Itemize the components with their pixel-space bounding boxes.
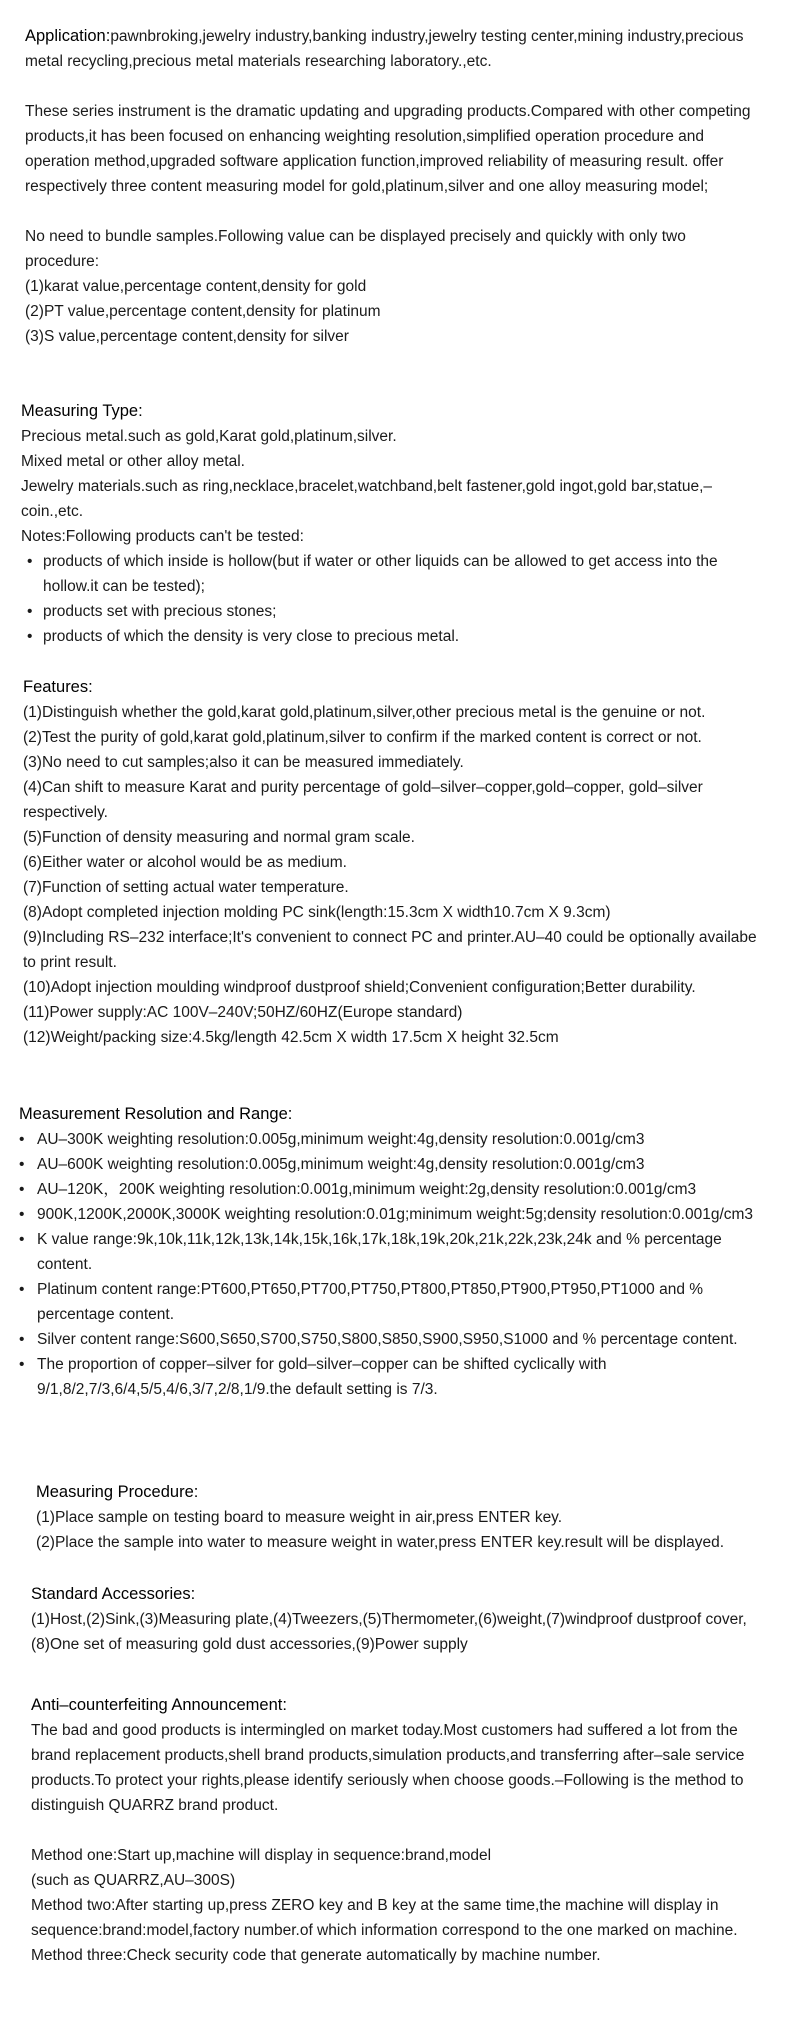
measuring-type-section bbox=[21, 399, 756, 649]
note-item: • products of which inside is hollow(but if water or other liquids can be allowed to get access into the hollow.it can be tested); bbox=[21, 549, 756, 599]
bundle-line: No need to bundle samples.Following value can be displayed precisely and quickly with only two procedure: bbox=[25, 228, 686, 270]
value-item: (2)PT value,percentage content,density for platinum bbox=[25, 303, 381, 320]
resolution-item: • Silver content range:S600,S650,S700,S750,S800,S850,S900,S950,S1000 and % percentage content. bbox=[19, 1327, 759, 1352]
note-item: • products of which the density is very close to precious metal. bbox=[21, 624, 756, 649]
feature-item: (2)Test the purity of gold,karat gold,platinum,silver to confirm if the marked content is correct or not. bbox=[23, 729, 702, 746]
value-item: (1)karat value,percentage content,density for gold bbox=[25, 278, 367, 295]
anti-heading: Anti–counterfeiting Announcement: bbox=[31, 1696, 287, 1714]
feature-item: (10)Adopt injection moulding windproof dustproof shield;Convenient configuration;Better durability. bbox=[23, 979, 696, 996]
features-section bbox=[23, 675, 758, 1050]
method-one-example: (such as QUARRZ,AU–300S) bbox=[31, 1872, 236, 1889]
resolution-item: • The proportion of copper–silver for gold–silver–copper can be shifted cyclically with 9/1,8/2,7/3,6/4,5/5,4/6,3/7,2/8,1/9.the default setting is 7/3. bbox=[19, 1352, 759, 1402]
resolution-section bbox=[19, 1102, 759, 1402]
anti-counterfeiting-section bbox=[31, 1693, 761, 1968]
method-two: Method two:After starting up,press ZERO key and B key at the same time,the machine will display in sequence:brand:model,factory number.of which information correspond to the one marked on machine. bbox=[31, 1897, 738, 1939]
resolution-heading: Measurement Resolution and Range: bbox=[19, 1105, 293, 1123]
feature-item: (9)Including RS–232 interface;It's convenient to connect PC and printer.AU–40 could be optionally availabe to print result. bbox=[23, 929, 757, 971]
feature-item: (7)Function of setting actual water temperature. bbox=[23, 879, 349, 896]
feature-item: (8)Adopt completed injection molding PC sink(length:15.3cm X width10.7cm X 9.3cm) bbox=[23, 904, 611, 921]
intro-paragraph: These series instrument is the dramatic updating and upgrading products.Compared with other competing products,it has been focused on enhancing weighting resolution,simplified operation procedure and operation method,upgraded software application function,improved reliability of measuring result. offer respectively three content measuring model for gold,platinum,silver and one alloy measuring model; bbox=[25, 103, 751, 195]
procedure-heading: Measuring Procedure: bbox=[36, 1483, 199, 1501]
anti-paragraph: The bad and good products is intermingled on market today.Most customers had suffered a lot from the brand replacement products,shell brand products,simulation products,and transferring after–sale service products.To protect your rights,please identify seriously when choose goods.–Following is the method to distinguish QUARRZ brand product. bbox=[31, 1722, 745, 1814]
feature-item: (12)Weight/packing size:4.5kg/length 42.5cm X width 17.5cm X height 32.5cm bbox=[23, 1029, 559, 1046]
procedure-step: (2)Place the sample into water to measure weight in water,press ENTER key.result will be displayed. bbox=[36, 1534, 725, 1551]
application-text: pawnbroking,jewelry industry,banking industry,jewelry testing center,mining industry,precious metal recycling,precious metal materials researching laboratory.,etc. bbox=[25, 28, 744, 70]
feature-item: (1)Distinguish whether the gold,karat gold,platinum,silver,other precious metal is the genuine or not. bbox=[23, 704, 706, 721]
feature-item: (6)Either water or alcohol would be as medium. bbox=[23, 854, 347, 871]
feature-item: (4)Can shift to measure Karat and purity percentage of gold–silver–copper,gold–copper, gold–silver respectively. bbox=[23, 779, 703, 821]
measuring-type-line: Notes:Following products can't be tested: bbox=[21, 528, 304, 545]
measuring-type-line: Precious metal.such as gold,Karat gold,platinum,silver. bbox=[21, 428, 397, 445]
measuring-type-line: Jewelry materials.such as ring,necklace,bracelet,watchband,belt fastener,gold ingot,gold bar,statue,–coin.,etc. bbox=[21, 478, 713, 520]
measuring-type-heading: Measuring Type: bbox=[21, 402, 143, 420]
resolution-item: • K value range:9k,10k,11k,12k,13k,14k,15k,16k,17k,18k,19k,20k,21k,22k,23k,24k and % percentage content. bbox=[19, 1227, 759, 1277]
accessories-heading: Standard Accessories: bbox=[31, 1585, 196, 1603]
feature-item: (3)No need to cut samples;also it can be measured immediately. bbox=[23, 754, 464, 771]
note-item: • products set with precious stones; bbox=[21, 599, 756, 624]
intro-section bbox=[25, 24, 760, 349]
application-line bbox=[25, 24, 760, 74]
resolution-item: • 900K,1200K,2000K,3000K weighting resolution:0.01g;minimum weight:5g;density resolution:0.001g/cm3 bbox=[19, 1202, 759, 1227]
feature-item: (11)Power supply:AC 100V–240V;50HZ/60HZ(Europe standard) bbox=[23, 1004, 463, 1021]
application-label: Application: bbox=[25, 27, 111, 45]
resolution-item: • Platinum content range:PT600,PT650,PT700,PT750,PT800,PT850,PT900,PT950,PT1000 and % percentage content. bbox=[19, 1277, 759, 1327]
resolution-item: • AU–120K，200K weighting resolution:0.001g,minimum weight:2g,density resolution:0.001g/cm3 bbox=[19, 1177, 759, 1202]
features-heading: Features: bbox=[23, 678, 93, 696]
resolution-item: • AU–300K weighting resolution:0.005g,minimum weight:4g,density resolution:0.001g/cm3 bbox=[19, 1127, 759, 1152]
value-item: (3)S value,percentage content,density for silver bbox=[25, 328, 349, 345]
procedure-section bbox=[36, 1480, 776, 1555]
procedure-step: (1)Place sample on testing board to measure weight in air,press ENTER key. bbox=[36, 1509, 563, 1526]
accessories-section bbox=[31, 1582, 761, 1657]
method-one: Method one:Start up,machine will display in sequence:brand,model bbox=[31, 1847, 492, 1864]
feature-item: (5)Function of density measuring and normal gram scale. bbox=[23, 829, 415, 846]
resolution-item: • AU–600K weighting resolution:0.005g,minimum weight:4g,density resolution:0.001g/cm3 bbox=[19, 1152, 759, 1177]
measuring-type-line: Mixed metal or other alloy metal. bbox=[21, 453, 245, 470]
method-three: Method three:Check security code that generate automatically by machine number. bbox=[31, 1947, 601, 1964]
accessories-text: (1)Host,(2)Sink,(3)Measuring plate,(4)Tweezers,(5)Thermometer,(6)weight,(7)windproof dustproof cover,(8)One set of measuring gold dust accessories,(9)Power supply bbox=[31, 1611, 747, 1653]
